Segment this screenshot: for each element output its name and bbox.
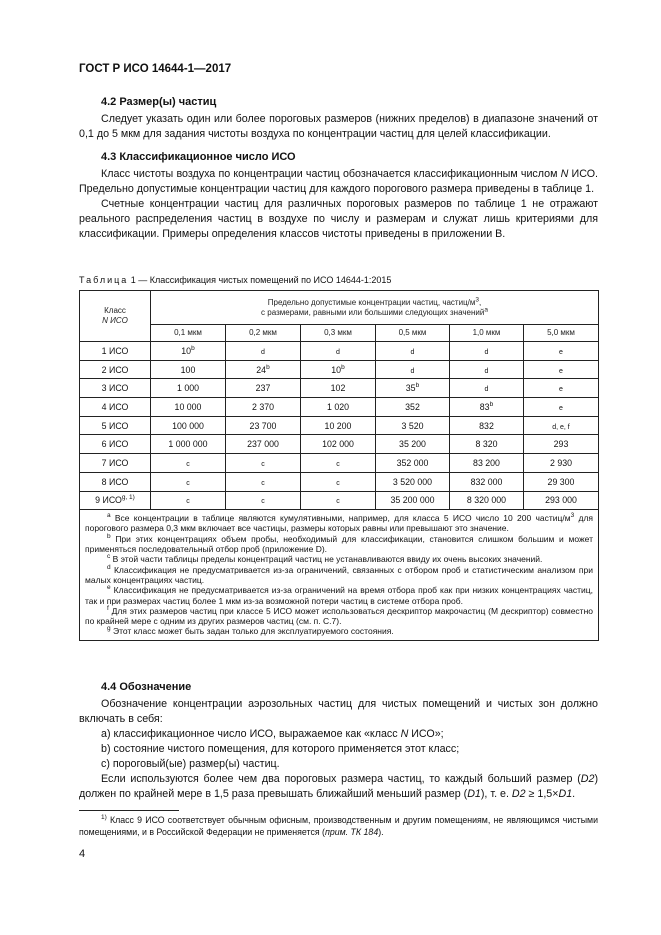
cell-value: d <box>410 367 415 375</box>
size-header: 0,3 мкм <box>301 325 376 342</box>
table-row <box>80 472 599 491</box>
note-mark: b <box>415 382 420 390</box>
note-text: Все концентрации в таблице являются кумулятивными, например, для класса 5 ИСО число 10 200 частиц/м <box>110 513 571 524</box>
concentration-cell <box>524 342 599 361</box>
concentration-cell <box>376 491 450 510</box>
cell-value: 35 200 000 <box>390 495 435 506</box>
cell-value: 100 <box>180 364 196 375</box>
text-run: ИСО. Предельно допустимые концентрации частиц для каждого порогового размера приведены в таблице 1. <box>79 168 598 195</box>
concentration-cell <box>151 398 226 417</box>
section-4-2-title: 4.2 Размер(ы) частиц <box>101 96 217 108</box>
cell-value: c <box>336 460 340 468</box>
text-run: ≥ 1,5× <box>525 788 559 800</box>
table-row <box>80 398 599 417</box>
table-row <box>80 435 599 454</box>
section-4-3-paragraph-1 <box>79 167 598 197</box>
cell-value: 23 700 <box>249 420 277 431</box>
concentration-cell <box>301 491 376 510</box>
note-mark: d <box>107 563 111 571</box>
note-mark: a <box>484 305 488 313</box>
note-mark: b <box>341 363 345 371</box>
text-run: ) должен по крайней мере в 1,5 раза превышать ближайший меньший размер ( <box>79 773 598 800</box>
text-run: а) классификационное число ИСО, выражаемое как «класс <box>101 728 401 740</box>
concentration-cell <box>226 342 301 361</box>
concentration-cell <box>151 342 226 361</box>
cell-value: 83 <box>479 401 490 412</box>
cell-value: c <box>261 460 265 468</box>
page-number: 4 <box>79 848 86 860</box>
table-note <box>85 565 593 586</box>
concentration-cell <box>151 379 226 398</box>
concentration-cell <box>226 416 301 435</box>
table-caption-text: 1 — Классификация чистых помещений по ИСО 14644-1:2015 <box>128 275 392 285</box>
cell-value: 293 000 <box>545 495 577 506</box>
class-cell <box>80 454 151 473</box>
note-text: Этот класс может быть задан только для эксплуатируемого состояния. <box>110 626 394 637</box>
concentration-cell <box>226 454 301 473</box>
cell-value: 1 000 000 <box>168 439 208 450</box>
section-4-3-title: 4.3 Классификационное число ИСО <box>101 151 296 163</box>
group-header-comma: , <box>479 297 482 307</box>
section-4-4-paragraph-2 <box>79 772 598 802</box>
concentration-cell <box>450 342 524 361</box>
footnote-mark: 1) <box>101 814 107 822</box>
superscript: 3 <box>570 512 575 520</box>
table-note <box>85 606 593 627</box>
class-label: 1 ИСО <box>101 345 129 356</box>
concentration-cell <box>376 342 450 361</box>
class-cell <box>80 398 151 417</box>
cell-value: 3 520 000 <box>392 476 433 487</box>
note-mark: c <box>107 553 111 561</box>
concentration-cell <box>151 454 226 473</box>
footnote-text: Класс 9 ИСО соответствует обычным офисным, производственным и другим помещениям, не являющимся чистыми помещениями, и в Российской Федерации не применяется ( <box>79 815 598 837</box>
concentration-cell <box>226 398 301 417</box>
table-note <box>85 626 593 636</box>
concentration-cell <box>376 435 450 454</box>
cell-value: d <box>484 348 489 356</box>
list-item-a <box>101 727 598 742</box>
cell-value: d <box>261 348 265 356</box>
table-row <box>80 491 599 510</box>
cell-value: 352 <box>405 401 420 412</box>
cell-value: 832 000 <box>470 476 503 487</box>
document-code: ГОСТ Р ИСО 14644-1—2017 <box>79 63 232 75</box>
concentration-cell <box>226 491 301 510</box>
footnote <box>79 815 598 838</box>
footnote-end: ). <box>378 826 384 837</box>
concentration-cell <box>226 472 301 491</box>
d1-symbol: D1 <box>467 788 481 800</box>
cell-value: 10 <box>331 364 342 375</box>
note-mark: f <box>107 605 109 613</box>
concentration-cell <box>450 379 524 398</box>
concentration-cell <box>301 360 376 379</box>
table-row <box>80 416 599 435</box>
class-cell <box>80 472 151 491</box>
concentration-cell <box>450 454 524 473</box>
note-text: Для этих размеров частиц при классе 5 ИСО может использоваться дескриптор макрочастиц (М дескриптор) совместно по крайней мере с одним из других размеров частиц (см. п. С.7). <box>85 605 593 627</box>
note-text: Классификация не предусматривается из-за ограничений на время отбора проб как при низких концентрациях частиц, так и при размерах частиц более 1 мкм из-за возможной потери частиц в системе отбора проб. <box>85 585 593 606</box>
cell-value: 24 <box>256 364 267 375</box>
class-cell <box>80 360 151 379</box>
cell-value: 35 200 <box>399 439 426 450</box>
cell-value: d, e, f <box>552 423 570 431</box>
table-row <box>80 454 599 473</box>
note-mark: b <box>489 400 494 408</box>
concentration-cell <box>151 435 226 454</box>
cell-value: d <box>410 348 415 356</box>
text-run: ), т. е. <box>480 788 512 800</box>
table-row <box>80 379 599 398</box>
concentration-cell <box>301 472 376 491</box>
class-cell <box>80 491 151 510</box>
cell-value: c <box>186 460 190 468</box>
class-column-header <box>80 291 151 342</box>
group-header-line-2: с размерами, равными или большими следующих значений <box>261 307 485 317</box>
cell-value: 10 000 <box>174 401 202 412</box>
concentration-cell <box>151 472 226 491</box>
table-row <box>80 360 599 379</box>
cell-value: 35 <box>405 383 416 394</box>
concentration-cell <box>450 491 524 510</box>
footnote-separator <box>79 810 179 811</box>
class-label: 5 ИСО <box>101 420 129 431</box>
cell-value: 1 020 <box>326 401 349 412</box>
list-item-c: с) пороговый(ые) размер(ы) частиц. <box>101 758 280 770</box>
note-mark: e <box>107 584 111 592</box>
class-label: 7 ИСО <box>101 457 129 468</box>
cell-value: c <box>261 479 265 487</box>
concentration-cell <box>450 398 524 417</box>
class-label: 9 ИСО <box>95 495 122 506</box>
cell-value: 102 000 <box>322 439 354 450</box>
cell-value: 2 370 <box>251 401 274 412</box>
cell-value: 102 <box>330 383 346 394</box>
concentration-cell <box>151 416 226 435</box>
text-run: ИСО»; <box>408 728 444 740</box>
text-run: Класс чистоты воздуха по концентрации частиц обозначается классификационным числом <box>101 168 561 180</box>
concentration-cell <box>301 398 376 417</box>
concentration-group-header <box>151 291 599 325</box>
size-header: 1,0 мкм <box>450 325 524 342</box>
cell-value: 1 000 <box>176 383 199 394</box>
concentration-cell <box>524 416 599 435</box>
class-label: 6 ИСО <box>101 439 129 450</box>
cell-value: d <box>484 386 489 394</box>
cell-value: 237 000 <box>247 439 279 450</box>
cell-value: 237 <box>255 383 271 394</box>
class-label: 4 ИСО <box>101 401 129 412</box>
note-mark: b <box>107 532 111 540</box>
concentration-cell <box>376 416 450 435</box>
class-label: 2 ИСО <box>101 364 129 375</box>
class-cell <box>80 342 151 361</box>
cell-value: 8 320 000 <box>466 495 507 506</box>
note-mark: g <box>107 625 111 633</box>
concentration-cell <box>524 454 599 473</box>
concentration-cell <box>524 435 599 454</box>
footnote-italic: прим. ТК 184 <box>324 826 379 837</box>
class-cell <box>80 416 151 435</box>
d2-symbol: D2 <box>511 788 526 800</box>
table-note <box>85 534 593 555</box>
text-run: . <box>572 788 576 800</box>
cell-value: c <box>186 479 190 487</box>
d2-symbol: D2 <box>580 773 595 785</box>
size-header: 0,1 мкм <box>151 325 226 342</box>
cell-value: d <box>484 367 489 375</box>
concentration-cell <box>226 435 301 454</box>
d1-symbol: D1 <box>558 788 573 800</box>
note-mark: b <box>191 344 195 352</box>
concentration-cell <box>376 360 450 379</box>
cell-value: e <box>559 367 563 375</box>
size-header: 0,5 мкм <box>376 325 450 342</box>
section-4-4-paragraph-1: Обозначение концентрации аэрозольных частиц для чистых помещений и чистых зон должно включать в себя: <box>79 698 598 725</box>
table-caption-label: Таблица <box>79 275 129 285</box>
cell-value: 29 300 <box>547 476 575 487</box>
concentration-cell <box>450 435 524 454</box>
concentration-cell <box>151 491 226 510</box>
note-text: В этой части таблицы пределы концентраций частиц не устанавливаются ввиду их очень высоких значений. <box>110 554 543 565</box>
table-row <box>80 342 599 361</box>
concentration-cell <box>524 472 599 491</box>
n-symbol: N <box>560 168 569 180</box>
concentration-cell <box>301 342 376 361</box>
concentration-cell <box>301 435 376 454</box>
class-header-line-2: N ИСО <box>102 316 128 325</box>
superscript: 3 <box>475 295 479 303</box>
class-header-line-1: Класс <box>104 306 126 315</box>
section-4-3-paragraph-2: Счетные концентрации частиц для различных пороговых размеров по таблице 1 не отражают реального распределения частиц в воздухе по числу и размерам и служат лишь критериями для классификации. Примеры определения классов чистоты приведены в приложении В. <box>79 198 598 240</box>
note-text: При этих концентрациях объем пробы, необходимый для классификации, становится слишком большим и может применяться последовательный отбор проб (приложение D). <box>85 533 593 555</box>
concentration-cell <box>524 360 599 379</box>
concentration-cell <box>450 360 524 379</box>
group-header-line-1: Предельно допустимые концентрации частиц, частиц/м <box>267 297 476 307</box>
cell-value: 3 520 <box>401 420 424 431</box>
note-mark: a <box>107 512 111 520</box>
concentration-cell <box>524 379 599 398</box>
cell-value: c <box>186 498 190 506</box>
concentration-cell <box>450 472 524 491</box>
concentration-cell <box>376 379 450 398</box>
concentration-cell <box>151 360 226 379</box>
note-mark: g, 1) <box>121 494 135 502</box>
cell-value: d <box>336 348 340 356</box>
concentration-cell <box>376 398 450 417</box>
concentration-cell <box>376 472 450 491</box>
cell-value: e <box>559 348 563 356</box>
cell-value: 8 320 <box>475 439 498 450</box>
note-text-continued: для порогового размера 0,3 мкм включает все частицы, размеры которых равны или превышают это значение. <box>85 513 593 534</box>
cell-value: e <box>559 404 563 412</box>
cell-value: 2 930 <box>549 457 572 468</box>
classification-table <box>79 290 599 641</box>
cell-value: e <box>559 386 563 394</box>
concentration-cell <box>301 379 376 398</box>
cell-value: c <box>261 498 265 506</box>
cell-value: 100 000 <box>172 420 204 431</box>
table-note <box>85 585 593 606</box>
cell-value: c <box>336 498 340 506</box>
size-header: 0,2 мкм <box>226 325 301 342</box>
concentration-cell <box>450 416 524 435</box>
cell-value: 10 <box>181 345 192 356</box>
table-note <box>85 513 593 534</box>
concentration-cell <box>301 416 376 435</box>
note-text: Классификация не предусматривается из-за ограничений, связанных с отбором проб и статистическим анализом при малых концентрациях частиц. <box>85 564 593 585</box>
cell-value: 293 <box>553 439 569 450</box>
n-symbol: N <box>400 728 409 740</box>
cell-value: c <box>336 479 340 487</box>
table-caption <box>79 275 391 285</box>
cell-value: 10 200 <box>324 420 352 431</box>
table-note <box>85 554 593 564</box>
table-notes <box>80 510 599 641</box>
size-header: 5,0 мкм <box>524 325 599 342</box>
class-cell <box>80 435 151 454</box>
concentration-cell <box>524 491 599 510</box>
class-cell <box>80 379 151 398</box>
concentration-cell <box>226 379 301 398</box>
concentration-cell <box>226 360 301 379</box>
section-4-2-paragraph: Следует указать один или более пороговых размеров (нижних пределов) в диапазоне значений от 0,1 до 5 мкм для задания чистоты воздуха по концентрации частиц для целей классификации. <box>79 113 598 140</box>
text-run: Если используются более чем два пороговых размера частиц, то каждый больший размер ( <box>101 773 581 785</box>
class-label: 8 ИСО <box>101 476 129 487</box>
cell-value: 83 200 <box>473 457 500 468</box>
concentration-cell <box>376 454 450 473</box>
cell-value: 832 <box>479 420 494 431</box>
concentration-cell <box>301 454 376 473</box>
cell-value: 352 000 <box>396 457 429 468</box>
section-4-4-title: 4.4 Обозначение <box>101 681 192 693</box>
list-item-b: b) состояние чистого помещения, для которого применяется этот класс; <box>101 743 460 755</box>
note-mark: b <box>266 363 270 371</box>
concentration-cell <box>524 398 599 417</box>
class-label: 3 ИСО <box>101 383 129 394</box>
